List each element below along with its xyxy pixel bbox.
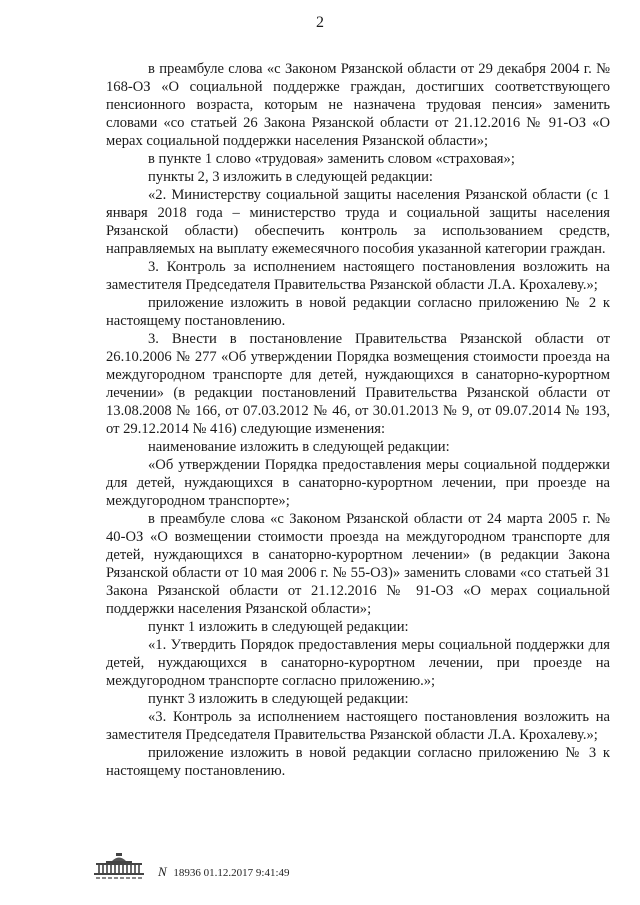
paragraph: пункты 2, 3 изложить в следующей редакции: — [148, 169, 433, 185]
registration-sign: N — [158, 864, 167, 879]
paragraph: пункт 3 изложить в следующей редакции: — [148, 691, 409, 707]
paragraph: наименование изложить в следующей редакции: — [148, 439, 450, 455]
paragraph: «2. Министерству социальной защиты населения Рязанской области (с 1 января 2018 года – министерство труда и социальной защиты населения Рязанской области) обеспечить контроль за использованием средств, направляемых на выплату ежемесячного пособия указанной категории граждан. — [106, 187, 610, 257]
paragraph: приложение изложить в новой редакции согласно приложению № 3 к настоящему постановлению. — [106, 745, 610, 779]
registration-datetime: 01.12.2017 9:41:49 — [203, 867, 290, 879]
paragraph: в преамбуле слова «с Законом Рязанской области от 29 декабря 2004 г. № 168-ОЗ «О социальной поддержке граждан, достигших соответствующего пенсионного возраста, которым не назначена трудовая пенсия» заменить словами «со статьей 26 Закона Рязанской области от 21.12.2016 № 91-ОЗ «О мерах социальной поддержки населения Рязанской области»; — [106, 61, 610, 149]
registration-number: 18936 — [173, 867, 201, 879]
document-footer — [92, 852, 392, 882]
page-number: 2 — [316, 14, 324, 31]
paragraph: в пункте 1 слово «трудовая» заменить словом «страховая»; — [148, 151, 515, 167]
document-body — [106, 60, 610, 780]
registration-stamp — [158, 866, 290, 879]
paragraph: в преамбуле слова «с Законом Рязанской области от 24 марта 2005 г. № 40-ОЗ «О возмещении стоимости проезда на междугородном транспорте для детей, нуждающихся в санаторно-курортном лечении» (в редакции Закона Рязанской области от 10 мая 2006 г. № 55-ОЗ)» заменить словами «со статьей 31 Закона Рязанской области от 21.12.2016 № 91-ОЗ «О мерах социальной поддержки населения Рязанской области»; — [106, 511, 610, 617]
paragraph: «3. Контроль за исполнением настоящего постановления возложить на заместителя Председателя Правительства Рязанской области Л.А. Крохалеву.»; — [106, 709, 610, 743]
paragraph: 3. Внести в постановление Правительства Рязанской области от 26.10.2006 № 277 «Об утверждении Порядка возмещения стоимости проезда на междугородном транспорте для детей, нуждающихся в санаторно-курортном лечении» (в редакции постановлений Правительства Рязанской области от 13.08.2008 № 166, от 07.03.2012 № 46, от 30.01.2013 № 9, от 09.07.2014 № 193, от 29.12.2014 № 416) следующие изменения: — [106, 331, 610, 437]
government-building-logo — [92, 852, 146, 882]
paragraph: пункт 1 изложить в следующей редакции: — [148, 619, 409, 635]
paragraph: «1. Утвердить Порядок предоставления меры социальной поддержки для детей, нуждающихся в санаторно-курортном лечении, при проезде на междугородном транспорте согласно приложению.»; — [106, 637, 610, 689]
paragraph: «Об утверждении Порядка предоставления меры социальной поддержки для детей, нуждающихся в санаторно-курортном лечении, при проезде на междугородном транспорте»; — [106, 457, 610, 509]
paragraph: приложение изложить в новой редакции согласно приложению № 2 к настоящему постановлению. — [106, 295, 610, 329]
paragraph: 3. Контроль за исполнением настоящего постановления возложить на заместителя Председателя Правительства Рязанской области Л.А. Крохалеву.»; — [106, 259, 610, 293]
